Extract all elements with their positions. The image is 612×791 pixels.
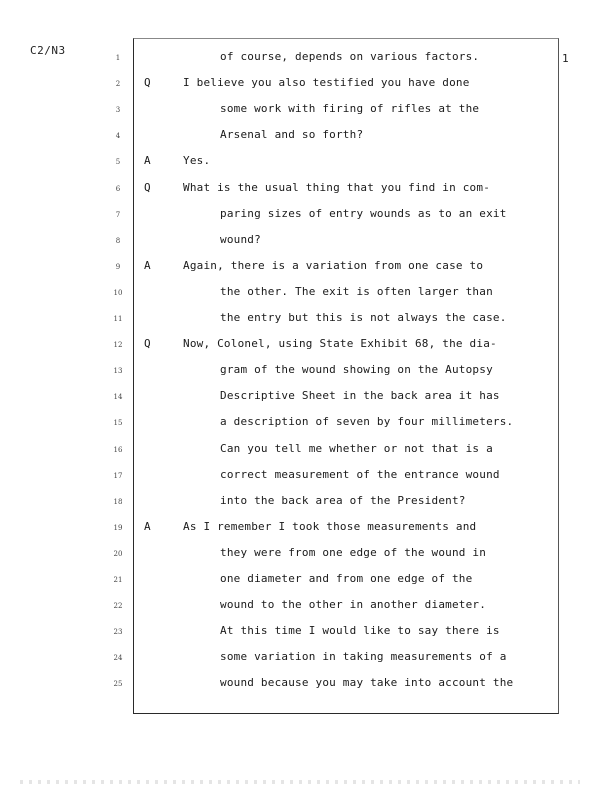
line-text: Can you tell me whether or not that is a xyxy=(220,441,493,455)
line-text: wound because you may take into account the xyxy=(220,676,514,690)
line-number: 7 xyxy=(115,210,121,219)
line-text: Again, there is a variation from one case to xyxy=(183,258,484,272)
line-number: 2 xyxy=(115,80,121,89)
transcript-line xyxy=(0,337,612,363)
line-text: the other. The exit is often larger than xyxy=(220,284,493,298)
line-text: Arsenal and so forth? xyxy=(220,128,364,142)
line-text: they were from one edge of the wound in xyxy=(220,545,487,559)
transcript-line xyxy=(0,624,612,650)
line-text: into the back area of the President? xyxy=(220,493,466,507)
line-text: paring sizes of entry wounds as to an exit xyxy=(220,206,507,220)
line-number: 16 xyxy=(113,445,123,454)
transcript-line xyxy=(0,442,612,468)
transcript-line xyxy=(0,154,612,180)
line-text: As I remember I took those measurements and xyxy=(183,519,477,533)
scan-noise xyxy=(20,780,580,784)
line-text: some variation in taking measurements of a xyxy=(220,650,507,664)
document-code: C2/N3 xyxy=(30,44,66,57)
line-text: Yes. xyxy=(183,154,211,168)
speaker-label: Q xyxy=(144,180,151,194)
line-number: 25 xyxy=(113,680,123,689)
line-number: 10 xyxy=(113,288,123,297)
line-number: 24 xyxy=(113,654,123,663)
transcript-line xyxy=(0,389,612,415)
line-text: What is the usual thing that you find in com- xyxy=(183,180,491,194)
transcript-line xyxy=(0,76,612,102)
transcript-line xyxy=(0,546,612,572)
line-number: 6 xyxy=(115,184,121,193)
transcript-line xyxy=(0,285,612,311)
line-text: a description of seven by four millimeters. xyxy=(220,415,514,429)
line-number: 5 xyxy=(115,158,121,167)
transcript-line xyxy=(0,311,612,337)
line-number: 18 xyxy=(113,497,123,506)
transcript-line xyxy=(0,50,612,76)
line-number: 11 xyxy=(113,315,123,323)
line-text: Descriptive Sheet in the back area it has xyxy=(220,389,500,403)
speaker-label: Q xyxy=(144,76,151,90)
transcript-line xyxy=(0,128,612,154)
line-text: one diameter and from one edge of the xyxy=(220,572,473,585)
line-number: 20 xyxy=(113,549,123,558)
speaker-label: A xyxy=(144,519,151,533)
transcript-line xyxy=(0,598,612,624)
line-number: 13 xyxy=(113,367,123,376)
line-text: the entry but this is not always the case. xyxy=(220,311,507,324)
line-number: 21 xyxy=(113,576,123,584)
line-number: 3 xyxy=(115,106,121,115)
line-number: 22 xyxy=(113,602,123,611)
speaker-label: A xyxy=(144,154,151,168)
transcript-line xyxy=(0,494,612,520)
transcript-line xyxy=(0,363,612,389)
page-number: 1 xyxy=(562,52,569,65)
speaker-label: A xyxy=(144,258,151,272)
speaker-label: Q xyxy=(144,337,151,351)
line-number: 1 xyxy=(115,54,121,62)
line-number: 17 xyxy=(113,471,123,480)
transcript-line xyxy=(0,181,612,207)
transcript-line xyxy=(0,207,612,233)
line-number: 19 xyxy=(113,523,123,532)
transcript-line xyxy=(0,233,612,259)
transcript-line xyxy=(0,676,612,702)
transcript-line xyxy=(0,468,612,494)
line-number: 14 xyxy=(113,393,123,402)
line-text: some work with firing of rifles at the xyxy=(220,102,480,116)
transcript-line xyxy=(0,520,612,546)
line-number: 23 xyxy=(113,628,123,637)
line-number: 9 xyxy=(115,262,121,271)
line-text: of course, depends on various factors. xyxy=(220,50,480,63)
line-text: wound to the other in another diameter. xyxy=(220,598,487,612)
line-text: correct measurement of the entrance wound xyxy=(220,467,500,481)
transcript-line xyxy=(0,650,612,676)
transcript-line xyxy=(0,572,612,598)
line-text: gram of the wound showing on the Autopsy xyxy=(220,363,493,377)
line-text: Now, Colonel, using State Exhibit 68, the dia- xyxy=(183,337,497,351)
line-number: 12 xyxy=(113,341,123,350)
line-text: I believe you also testified you have done xyxy=(183,76,470,90)
line-number: 8 xyxy=(115,236,121,245)
line-number: 15 xyxy=(113,419,123,428)
line-text: At this time I would like to say there is xyxy=(220,624,500,638)
line-text: wound? xyxy=(220,232,261,246)
line-number: 4 xyxy=(115,132,121,141)
transcript-line xyxy=(0,102,612,128)
transcript-line xyxy=(0,415,612,441)
transcript-line xyxy=(0,259,612,285)
